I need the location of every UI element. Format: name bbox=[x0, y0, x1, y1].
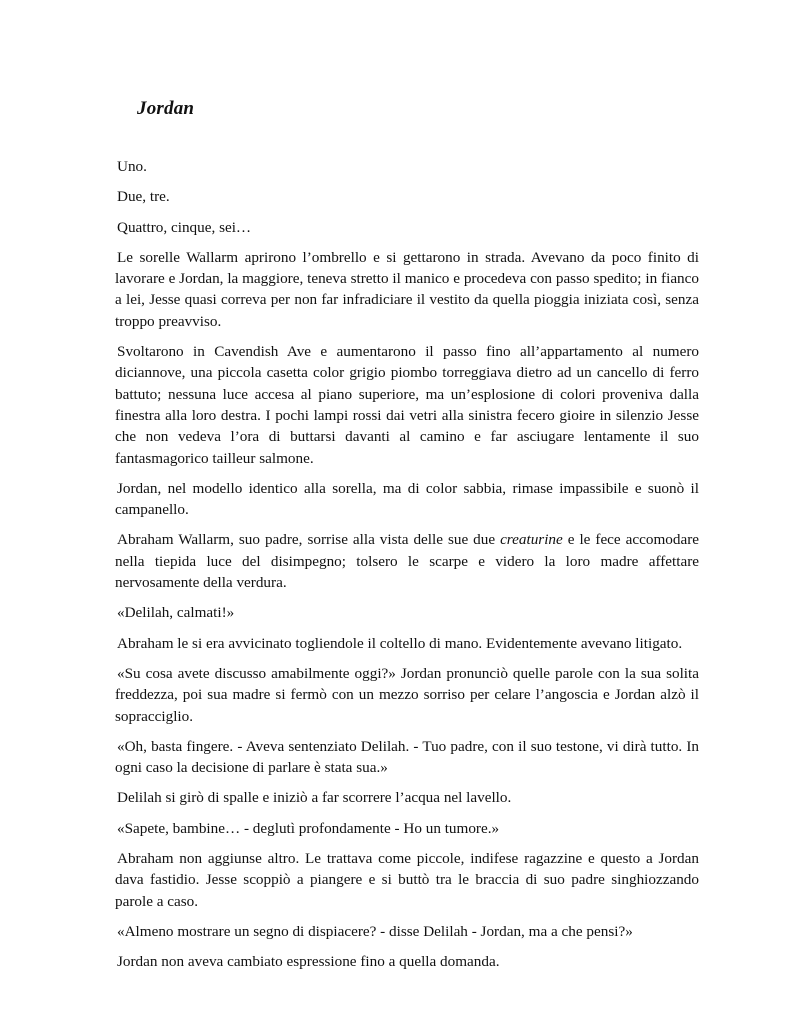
paragraph: «Oh, basta fingere. - Aveva sentenziato Delilah. - Tuo padre, con il suo testone, vi dirà tutto. In ogni caso la decisione di parlare è stata sua.» bbox=[115, 737, 699, 777]
paragraph bbox=[115, 529, 699, 593]
paragraph: «Sapete, bambine… - deglutì profondamente - Ho un tumore.» bbox=[117, 819, 500, 837]
chapter-body bbox=[115, 156, 699, 982]
paragraph: Svoltarono in Cavendish Ave e aumentarono il passo fino all’appartamento al numero diciannove, una piccola casetta color grigio piombo torreggiava dietro ad un cancello di ferro battuto; nessuna luce accesa al piano superiore, ma un’esplosione di colori proveniva dalla finestra alla loro destra. I pochi lampi rossi dai vetri alla sinistra fecero gioire in silenzio Jesse che non vedeva l’ora di buttarsi davanti al camino e far asciugare lentamente il suo fantasmagorico tailleur salmone. bbox=[115, 343, 699, 467]
paragraph: Jordan, nel modello identico alla sorella, ma di color sabbia, rimase impassibile e suonò il campanello. bbox=[115, 479, 699, 519]
paragraph: Delilah si girò di spalle e iniziò a far scorrere l’acqua nel lavello. bbox=[117, 789, 512, 807]
paragraph: Abraham le si era avvicinato togliendole il coltello di mano. Evidentemente avevano litigato. bbox=[117, 634, 683, 652]
paragraph: «Almeno mostrare un segno di dispiacere? - disse Delilah - Jordan, ma a che pensi?» bbox=[117, 922, 633, 940]
paragraph: Abraham non aggiunse altro. Le trattava come piccole, indifese ragazzine e questo a Jordan dava fastidio. Jesse scoppiò a piangere e si buttò tra le braccia di suo padre singhiozzando parole a caso. bbox=[115, 850, 699, 910]
paragraph: Due, tre. bbox=[117, 188, 170, 206]
paragraph: «Su cosa avete discusso amabilmente oggi?» Jordan pronunciò quelle parole con la sua solita freddezza, poi sua madre si fermò con un mezzo sorriso per celare l’angoscia e Jordan alzò il sopracciglio. bbox=[115, 664, 699, 725]
paragraph: Uno. bbox=[117, 158, 147, 175]
paragraph-text: e le fece accomodare nella tiepida luce del disimpegno; tolsero le scarpe e videro la loro madre affettare nervosamente della verdura. bbox=[115, 531, 699, 592]
paragraph: Jordan non aveva cambiato espressione fino a quella domanda. bbox=[117, 953, 500, 971]
emphasized-word: creaturine bbox=[500, 531, 563, 549]
paragraph: «Delilah, calmati!» bbox=[117, 604, 235, 622]
paragraph: Le sorelle Wallarm aprirono l’ombrello e si gettarono in strada. Avevano da poco finito di lavorare e Jordan, la maggiore, teneva stretto il manico e procedeva con passo spedito; in fianco a lei, Jesse quasi correva per non far infradiciare il vestito da quella pioggia iniziata così, senza troppo preavviso. bbox=[115, 248, 699, 330]
paragraph-text: Abraham Wallarm, suo padre, sorrise alla vista delle sue due bbox=[117, 531, 501, 549]
paragraph: Quattro, cinque, sei… bbox=[117, 218, 252, 236]
chapter-title: Jordan bbox=[137, 98, 195, 119]
